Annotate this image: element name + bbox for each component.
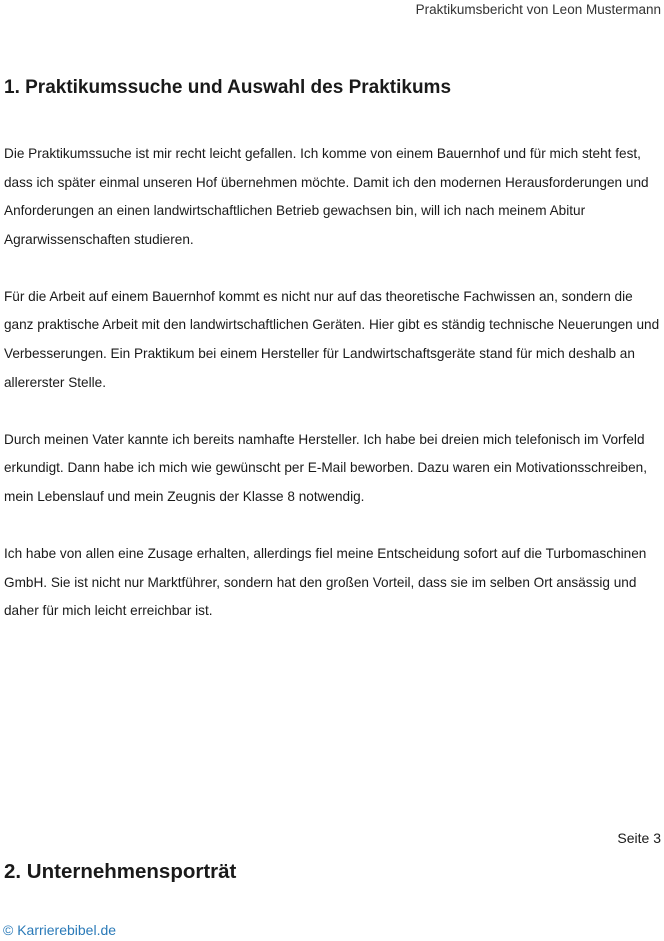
section-1-heading: 1. Praktikumssuche und Auswahl des Praktikums — [4, 77, 452, 98]
paragraph: Für die Arbeit auf einem Bauernhof kommt es nicht nur auf das theoretische Fachwissen an, sondern die ganz praktische Arbeit mit den landwirtschaftlichen Geräten. Hier gibt es ständig technische Neuerungen und Verbesserungen. Ein Praktikum bei einem Hersteller für Landwirtschaftsgeräte stand für mich deshalb an allererster Stelle. — [4, 288, 660, 390]
paragraph: Ich habe von allen eine Zusage erhalten, allerdings fiel meine Entscheidung sofort auf die Turbomaschinen GmbH. Sie ist nicht nur Marktführer, sondern hat den großen Vorteil, dass sie im selben Ort ansässig und daher für mich leicht erreichbar ist. — [4, 546, 647, 619]
section-2-heading: 2. Unternehmensporträt — [4, 860, 237, 883]
paragraph: Durch meinen Vater kannte ich bereits namhafte Hersteller. Ich habe bei dreien mich telefonisch im Vorfeld erkundigt. Dann habe ich mich wie gewünscht per E-Mail beworben. Dazu waren ein Motivationsschreiben, mein Lebenslauf und mein Zeugnis der Klasse 8 notwendig. — [4, 431, 648, 504]
page-number: Seite 3 — [617, 830, 661, 846]
running-header: Praktikumsbericht von Leon Mustermann — [415, 2, 661, 17]
footer-copyright-link[interactable]: © Karrierebibel.de — [3, 922, 117, 938]
paragraph: Die Praktikumssuche ist mir recht leicht gefallen. Ich komme von einem Bauernhof und für mich steht fest, dass ich später einmal unseren Hof übernehmen möchte. Damit ich den modernen Herausforderungen und Anforderungen an einen landwirtschaftlichen Betrieb gewachsen bin, will ich nach meinem Abitur Agrarwissenschaften studieren. — [4, 146, 649, 247]
section-1-body — [4, 140, 660, 654]
